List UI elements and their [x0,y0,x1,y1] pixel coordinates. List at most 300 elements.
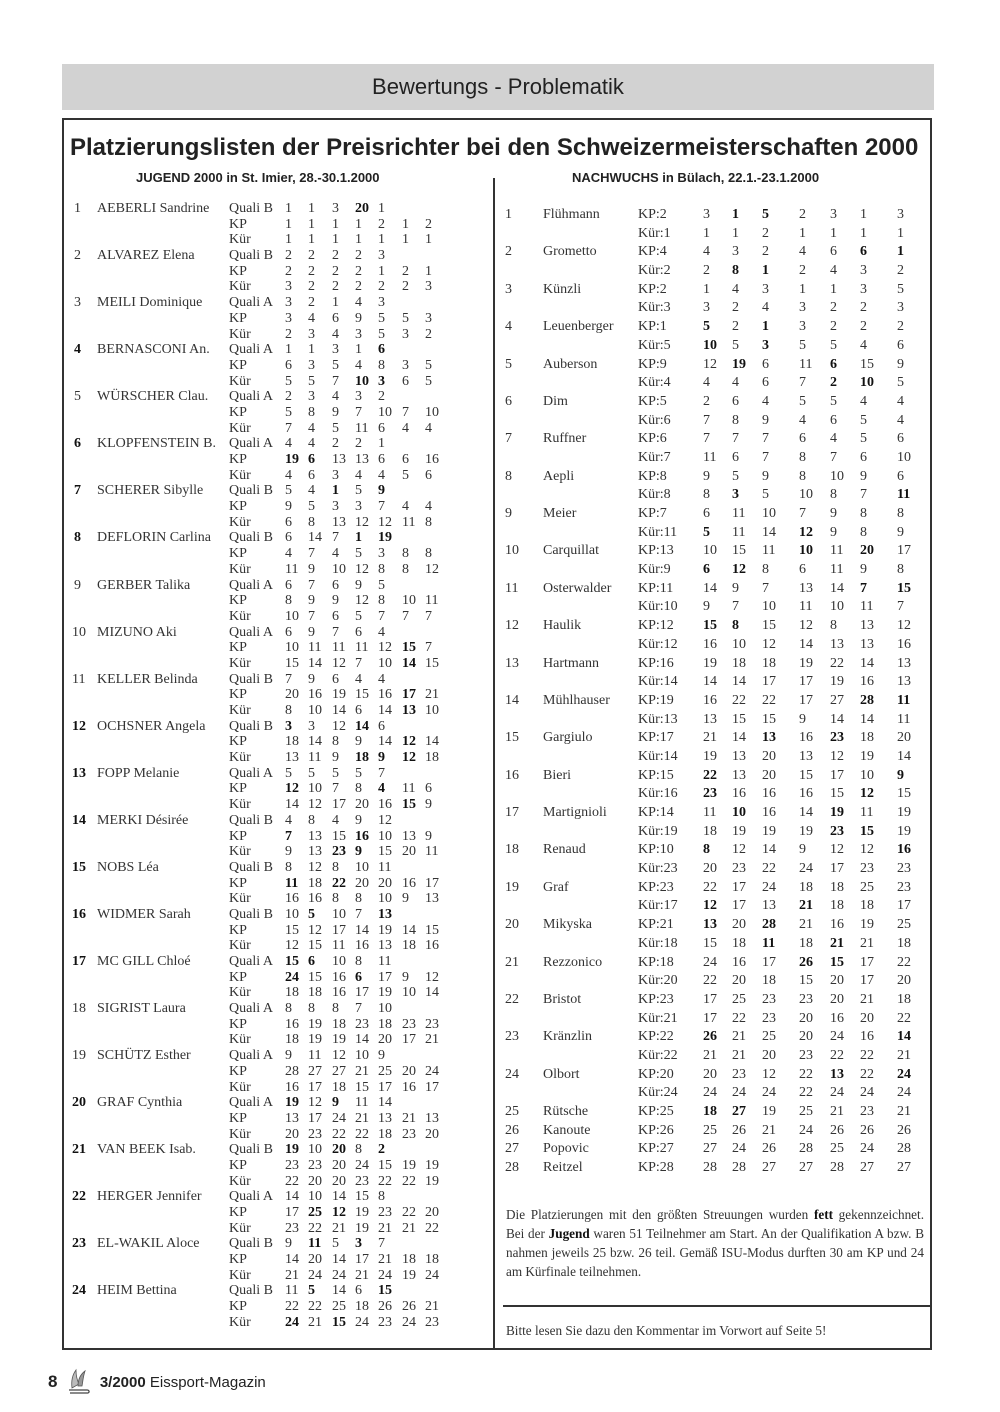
judge-placing: 24 [799,1122,813,1138]
judge-placing: 8 [285,703,292,718]
judge-placing: 5 [860,412,867,428]
judge-placing: 11 [799,356,813,372]
judge-placing: 16 [732,786,746,802]
judge-placing: 13 [830,1066,844,1082]
judge-placing: 16 [355,938,369,954]
judge-placing: 18 [799,935,813,951]
judge-placing: 6 [703,506,710,521]
round-label: KP:4 [638,244,667,260]
judge-placing: 6 [732,393,739,409]
judge-placing: 12 [355,514,369,530]
judge-placing: 17 [378,969,392,985]
judge-placing: 17 [402,1032,416,1048]
judge-placing: 2 [332,436,339,452]
judge-placing: 21 [860,991,874,1007]
judge-placing: 22 [762,861,776,877]
judge-placing: 14 [355,718,369,734]
judge-placing: 1 [355,530,362,546]
judge-placing: 17 [732,879,746,895]
judge-placing: 15 [703,618,717,634]
judge-placing: 3 [332,499,339,515]
skater-name: SCHÜTZ Esther [97,1048,191,1064]
judge-placing: 11 [308,1236,322,1252]
judge-placing: 6 [285,514,292,530]
round-label: Kür [229,891,251,907]
skater-name: Künzli [543,281,582,297]
judge-placing: 3 [308,357,315,373]
judge-placing: 23 [732,861,746,877]
judge-placing: 13 [860,618,874,634]
judge-placing: 10 [332,954,346,969]
judge-placing: 19 [732,356,746,372]
judge-placing: 9 [732,580,739,596]
judge-placing: 24 [897,1085,911,1101]
round-label: Kür [229,1173,251,1189]
judge-placing: 20 [860,1010,874,1026]
judge-placing: 14 [830,580,844,596]
judge-placing: 23 [703,786,717,802]
round-label: Quali A [229,342,273,358]
judge-placing: 1 [830,225,837,241]
judge-placing: 21 [332,1220,346,1236]
round-label: Kür:6 [638,412,671,428]
judge-placing: 15 [332,828,346,844]
round-label: KP [229,781,247,797]
judge-placing: 19 [703,748,717,764]
skater-name: Rütsche [543,1104,589,1119]
round-label: Kür:20 [638,973,678,989]
judge-placing: 15 [732,711,746,727]
judge-placing: 9 [897,356,904,372]
judge-placing: 19 [355,1220,369,1236]
judge-placing: 3 [762,337,769,353]
judge-placing: 8 [332,891,339,907]
judge-placing: 8 [285,593,292,609]
judge-placing: 5 [308,765,315,781]
judge-placing: 22 [762,692,776,708]
judge-placing: 21 [830,935,844,951]
judge-placing: 13 [285,1110,299,1126]
judge-placing: 3 [402,326,409,342]
judge-placing: 17 [402,687,416,703]
judge-placing: 24 [830,1029,844,1045]
round-label: KP:5 [638,393,667,409]
judge-placing: 21 [897,1047,911,1063]
round-label: Kür [229,1314,251,1330]
judge-placing: 3 [285,279,292,295]
judge-placing: 21 [425,1032,439,1048]
judge-placing: 14 [402,655,416,671]
judge-placing: 26 [378,1299,392,1315]
judge-placing: 9 [762,468,769,484]
rank: 6 [74,436,81,452]
judge-placing: 10 [308,703,322,718]
judge-placing: 24 [799,861,813,877]
judge-placing: 25 [897,917,911,933]
judge-placing: 21 [402,1220,416,1236]
judge-placing: 5 [897,375,904,391]
judge-placing: 28 [860,692,874,708]
judge-placing: 7 [355,404,362,420]
rank: 8 [74,530,81,546]
judge-placing: 23 [355,1173,369,1189]
judge-placing: 5 [830,393,837,409]
judge-placing: 5 [355,608,362,624]
rank: 2 [505,244,512,260]
judge-placing: 3 [732,244,739,260]
judge-placing: 12 [799,618,813,634]
judge-placing: 21 [732,1029,746,1045]
skater-name: Mikyska [543,917,592,933]
judge-placing: 6 [860,244,867,260]
judge-placing: 5 [308,1283,315,1299]
judge-placing: 14 [332,703,346,718]
round-label: KP [229,969,247,985]
judge-placing: 20 [860,543,874,559]
judge-placing: 13 [830,636,844,652]
round-label: Kür:19 [638,823,678,839]
judge-placing: 17 [897,543,911,559]
round-label: Kür [229,514,251,530]
judge-placing: 15 [378,844,392,860]
judge-placing: 27 [830,692,844,708]
judge-placing: 4 [308,483,315,499]
judge-placing: 7 [897,599,904,615]
judge-placing: 1 [332,232,339,248]
judge-placing: 17 [703,1010,717,1026]
judge-placing: 5 [332,357,339,373]
judge-placing: 10 [799,487,813,503]
judge-placing: 9 [308,593,315,609]
judge-placing: 13 [860,636,874,652]
judge-placing: 23 [799,1047,813,1063]
round-label: Quali B [229,1283,273,1299]
judge-placing: 20 [703,861,717,877]
judge-placing: 16 [897,636,911,652]
judge-placing: 27 [703,1141,717,1157]
judge-placing: 21 [703,1047,717,1063]
round-label: KP [229,922,247,938]
skater-name: DEFLORIN Carlina [97,530,211,546]
judge-placing: 18 [402,938,416,954]
judge-placing: 3 [355,499,362,515]
round-label: Kür [229,420,251,436]
judge-placing: 22 [732,1010,746,1026]
judge-placing: 8 [799,449,806,465]
skater-name: WIDMER Sarah [97,906,191,922]
judge-placing: 9 [897,767,904,783]
round-label: KP:25 [638,1104,674,1119]
judge-placing: 9 [425,828,432,844]
round-label: Kür [229,1126,251,1142]
judge-placing: 4 [402,420,409,436]
judge-placing: 6 [799,431,806,447]
round-label: Quali B [229,812,273,828]
judge-placing: 21 [762,1122,776,1138]
judge-placing: 20 [762,767,776,783]
judge-placing: 3 [762,281,769,297]
rank: 7 [74,483,81,499]
judge-placing: 1 [732,207,739,222]
judge-placing: 17 [332,797,346,813]
judge-placing: 21 [897,1104,911,1119]
judge-placing: 17 [332,922,346,938]
judge-placing: 2 [378,389,385,405]
judge-placing: 7 [762,449,769,465]
judge-placing: 11 [860,599,874,615]
round-label: Kür:17 [638,898,678,914]
judge-placing: 1 [332,483,339,499]
round-label: Quali A [229,1048,273,1064]
judge-placing: 10 [830,599,844,615]
judge-placing: 10 [308,1189,322,1205]
judge-placing: 25 [732,991,746,1007]
judge-placing: 15 [830,786,844,802]
judge-placing: 5 [355,765,362,781]
skater-name: AEBERLI Sandrine [97,201,210,216]
judge-placing: 5 [378,577,385,593]
judge-placing: 12 [378,812,392,828]
judge-placing: 28 [762,917,776,933]
judge-placing: 11 [830,543,844,559]
judge-placing: 14 [378,1095,392,1111]
judge-placing: 4 [355,671,362,687]
judge-placing: 8 [378,593,385,609]
round-label: Quali A [229,624,273,640]
judge-placing: 12 [732,842,746,858]
judge-placing: 10 [860,375,874,391]
judge-placing: 21 [285,1267,299,1283]
rank: 23 [72,1236,86,1252]
judge-placing: 5 [285,483,292,499]
judge-placing: 11 [308,750,322,766]
skate-logo-icon [66,1366,92,1400]
judge-placing: 11 [355,420,369,436]
judge-placing: 18 [355,1299,369,1315]
judge-placing: 2 [308,248,315,264]
judge-placing: 1 [355,232,362,248]
judge-placing: 15 [762,711,776,727]
judge-placing: 25 [378,1063,392,1079]
judge-placing: 16 [732,954,746,970]
round-label: Kür [229,797,251,813]
judge-placing: 4 [285,467,292,483]
judge-placing: 11 [425,593,439,609]
judge-placing: 1 [762,319,769,335]
column-divider [493,178,495,1350]
judge-placing: 22 [799,1066,813,1082]
round-label: Kür [229,373,251,389]
judge-placing: 4 [355,467,362,483]
judge-placing: 12 [355,561,369,577]
judge-placing: 16 [762,786,776,802]
judge-placing: 9 [285,1236,292,1252]
judge-placing: 6 [285,530,292,546]
judge-placing: 20 [285,687,299,703]
judge-placing: 7 [860,487,867,503]
judge-placing: 20 [897,730,911,746]
judge-placing: 22 [897,954,911,970]
round-label: KP [229,828,247,844]
judge-placing: 15 [355,1079,369,1095]
judge-placing: 17 [799,692,813,708]
judge-placing: 1 [285,201,292,216]
judge-placing: 22 [732,692,746,708]
judge-placing: 7 [308,608,315,624]
judge-placing: 12 [332,655,346,671]
skater-name: Popovic [543,1141,589,1157]
judge-placing: 19 [308,1016,322,1032]
judge-placing: 7 [355,906,362,922]
judge-placing: 12 [332,1205,346,1220]
judge-placing: 5 [285,404,292,420]
round-label: Quali A [229,1189,273,1205]
judge-placing: 23 [378,1314,392,1330]
rank: 16 [72,906,86,922]
judge-placing: 4 [308,436,315,452]
judge-placing: 1 [378,201,385,216]
rank: 14 [72,812,86,828]
judge-placing: 15 [378,1283,392,1299]
judge-placing: 14 [897,748,911,764]
judge-placing: 22 [703,767,717,783]
judge-placing: 7 [830,449,837,465]
judge-placing: 9 [830,506,837,521]
judge-placing: 12 [703,356,717,372]
judge-placing: 14 [332,1283,346,1299]
judge-placing: 4 [402,499,409,515]
judge-placing: 1 [425,232,432,248]
judge-placing: 17 [703,991,717,1007]
judge-placing: 15 [402,640,416,656]
judge-placing: 4 [332,546,339,562]
round-label: Kür [229,750,251,766]
judge-placing: 17 [425,1079,439,1095]
rank: 27 [505,1141,519,1157]
judge-placing: 1 [378,263,385,279]
round-label: KP:7 [638,506,667,521]
judge-placing: 16 [308,891,322,907]
judge-placing: 16 [355,828,369,844]
judge-placing: 14 [332,1189,346,1205]
judge-placing: 7 [402,608,409,624]
judge-placing: 8 [762,562,769,578]
judge-placing: 24 [402,1314,416,1330]
judge-placing: 9 [762,412,769,428]
round-label: KP [229,263,247,279]
judge-placing: 10 [732,636,746,652]
round-label: Kür [229,655,251,671]
judge-placing: 5 [732,468,739,484]
skater-name: KLOPFENSTEIN B. [97,436,217,452]
judge-placing: 8 [732,618,739,634]
judge-placing: 13 [762,730,776,746]
rank: 24 [505,1066,519,1082]
judge-placing: 17 [355,985,369,1001]
judge-placing: 26 [732,1122,746,1138]
judge-placing: 2 [799,263,806,279]
judge-placing: 8 [332,859,339,875]
judge-placing: 7 [378,1236,385,1252]
judge-placing: 11 [703,449,717,465]
rank: 15 [72,859,86,875]
judge-placing: 9 [332,404,339,420]
round-label: Kür [229,844,251,860]
judge-placing: 17 [860,973,874,989]
judge-placing: 1 [285,216,292,232]
judge-placing: 4 [378,781,385,797]
judge-placing: 17 [799,674,813,690]
judge-placing: 1 [308,216,315,232]
judge-placing: 13 [703,711,717,727]
round-label: KP [229,404,247,420]
judge-placing: 19 [378,530,392,546]
judge-placing: 20 [378,1032,392,1048]
judge-placing: 8 [355,781,362,797]
judge-placing: 12 [860,842,874,858]
judge-placing: 14 [378,703,392,718]
judge-placing: 6 [732,449,739,465]
judge-placing: 24 [830,1085,844,1101]
judge-placing: 6 [308,467,315,483]
judge-placing: 24 [703,1085,717,1101]
judge-placing: 20 [308,1173,322,1189]
judge-placing: 10 [378,404,392,420]
judge-placing: 22 [285,1299,299,1315]
judge-placing: 14 [830,711,844,727]
judge-placing: 7 [762,431,769,447]
round-label: Quali B [229,859,273,875]
skater-name: Bristot [543,991,582,1007]
round-label: KP:8 [638,468,667,484]
judge-placing: 10 [732,805,746,820]
judge-placing: 18 [703,823,717,839]
judge-placing: 16 [897,842,911,858]
judge-placing: 14 [762,524,776,540]
judge-placing: 11 [425,844,439,860]
judge-placing: 7 [355,1001,362,1017]
rank: 13 [505,655,519,671]
judge-placing: 6 [285,624,292,640]
judge-placing: 17 [830,767,844,783]
judge-placing: 24 [897,1066,911,1082]
round-label: KP [229,1157,247,1173]
judge-placing: 10 [860,767,874,783]
judge-placing: 13 [378,938,392,954]
judge-placing: 2 [355,248,362,264]
judge-placing: 8 [378,357,385,373]
judge-placing: 9 [355,812,362,828]
judge-placing: 1 [703,225,710,241]
judge-placing: 3 [378,373,385,389]
judge-placing: 3 [308,718,315,734]
judge-placing: 1 [830,281,837,297]
judge-placing: 8 [332,1001,339,1017]
judge-placing: 5 [355,483,362,499]
skater-name: Mühlhauser [543,692,610,708]
judge-placing: 6 [332,608,339,624]
rank: 20 [505,917,519,933]
judge-placing: 12 [425,969,439,985]
judge-placing: 15 [897,786,911,802]
round-label: KP:6 [638,431,667,447]
judge-placing: 21 [308,1314,322,1330]
judge-placing: 21 [378,1220,392,1236]
judge-placing: 5 [285,373,292,389]
judge-placing: 2 [332,263,339,279]
judge-placing: 15 [860,356,874,372]
judge-placing: 17 [860,954,874,970]
